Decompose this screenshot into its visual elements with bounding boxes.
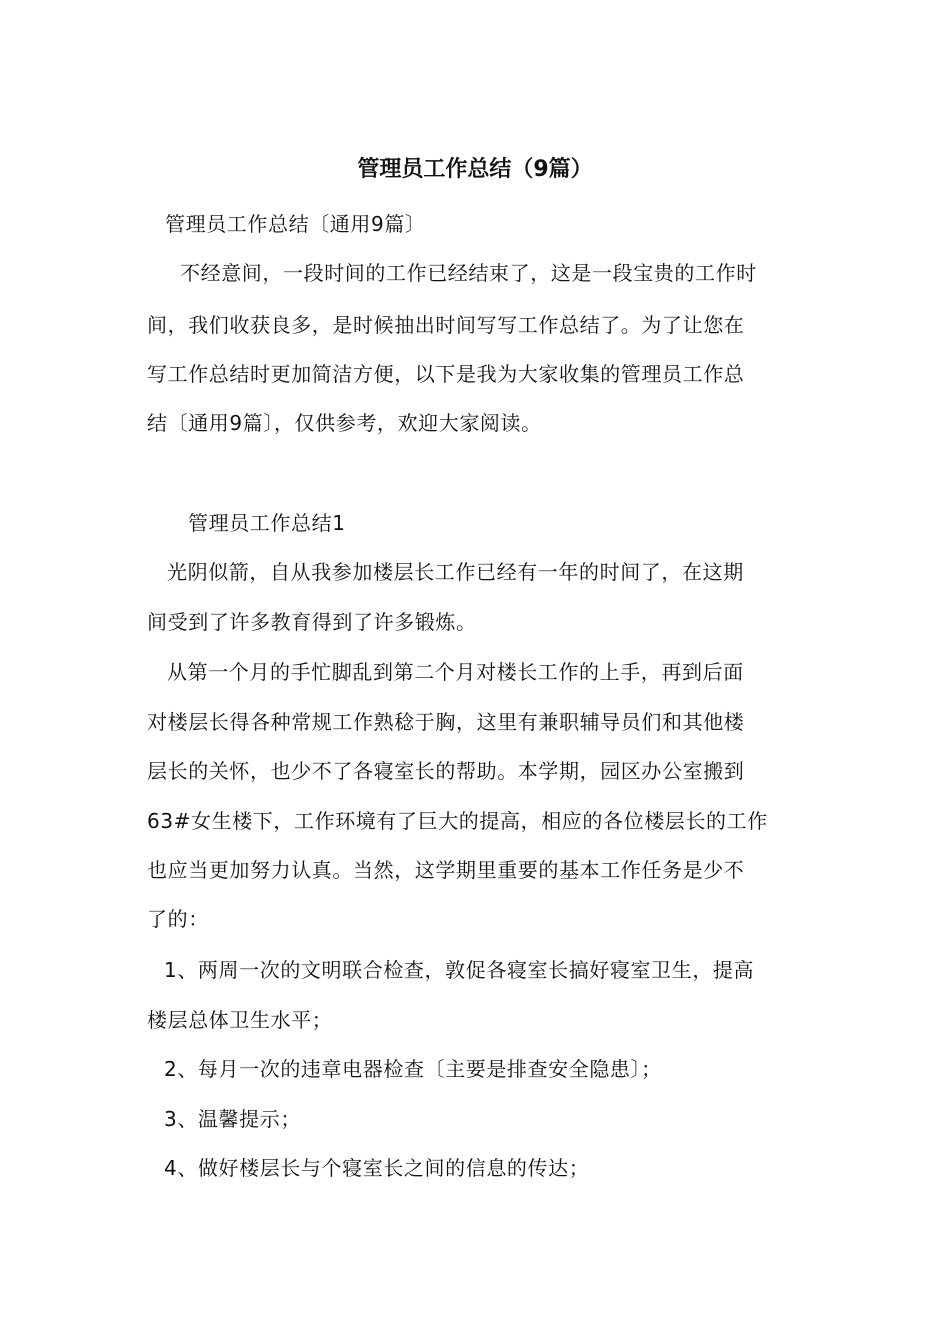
para2-line-4: 63#女生楼下，工作环境有了巨大的提高，相应的各位楼层长的工作 [147,809,768,833]
para2-line-2: 对楼层长得各种常规工作熟稔于胸，这里有兼职辅导员们和其他楼 [147,710,745,734]
para2-line-3: 层长的关怀，也少不了各寝室长的帮助。本学期，园区办公室搬到 [147,759,745,783]
intro-line-2: 间，我们收获良多，是时候抽出时间写写工作总结了。为了让您在 [147,313,745,337]
list-item-1-line-1: 1、两周一次的文明联合检查，敦促各寝室长搞好寝室卫生，提高 [164,958,755,982]
list-item-4: 4、做好楼层长与个寝室长之间的信息的传达； [164,1156,590,1180]
list-item-3: 3、温馨提示； [164,1107,301,1131]
intro-line-3: 写工作总结时更加简洁方便，以下是我为大家收集的管理员工作总 [147,362,745,386]
list-item-1-line-2: 楼层总体卫生水平； [147,1008,333,1032]
para2-line-5: 也应当更加努力认真。当然，这学期里重要的基本工作任务是少不 [147,858,745,882]
list-item-2: 2、每月一次的违章电器检查〔主要是排查安全隐患〕； [164,1057,662,1081]
section-heading: 管理员工作总结1 [188,511,346,535]
para1-line-2: 间受到了许多教育得到了许多锻炼。 [147,610,477,634]
para2-line-1: 从第一个月的手忙脚乱到第二个月对楼长工作的上手，再到后面 [167,660,744,684]
intro-line-1: 不经意间，一段时间的工作已经结束了，这是一段宝贵的工作时 [180,261,757,285]
para2-line-6: 了的： [147,907,209,931]
para1-line-1: 光阴似箭，自从我参加楼层长工作已经有一年的时间了，在这期 [167,560,744,584]
document-subtitle: 管理员工作总结〔通用9篇〕 [165,212,426,236]
intro-line-4: 结〔通用9篇〕，仅供参考，欢迎大家阅读。 [147,411,542,435]
document-title: 管理员工作总结（9篇） [357,157,593,182]
